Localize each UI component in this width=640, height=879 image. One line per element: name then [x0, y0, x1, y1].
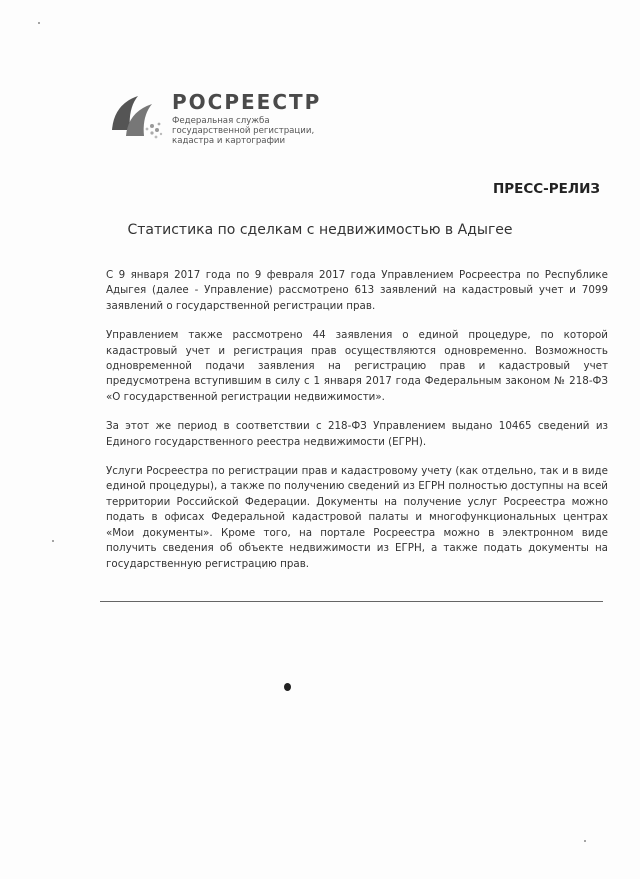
logo-subtitle: [172, 116, 362, 146]
ink-spot: [284, 683, 291, 691]
scan-speck: [584, 840, 586, 842]
rosreestr-emblem-icon: [108, 86, 166, 144]
press-release-label: ПРЕСС-РЕЛИЗ: [492, 181, 600, 197]
paragraph: Управлением также рассмотрено 44 заявления о единой процедуре, по которой кадастровый учет и регистрация прав осуществляются одновременно. Возможность одновременной подачи заявления на регистрацию прав и кадастровый учет предусмотрена вступившим в силу с 1 января 2017 года Федеральным законом № 218-ФЗ «О государственной регистрации недвижимости».: [106, 329, 608, 403]
scan-speck: [52, 540, 54, 542]
paragraph: За этот же период в соответствии с 218-ФЗ Управлением выдано 10465 сведений из Единого государственного реестра недвижимости (ЕГРН).: [106, 420, 608, 448]
document-body: [106, 268, 608, 586]
paragraph: Услуги Росреестра по регистрации прав и кадастровому учету (как отдельно, так и в виде единой процедуры), а также по получению сведений из ЕГРН полностью доступны на всей территории Российской Федерации. Документы на получение услуг Росреестра можно подать в офисах Федеральной кадастровой палаты и многофункциональных центрах «Мои документы». Кроме того, на портале Росреестра можно в электронном виде получить сведения об объекте недвижимости из ЕГРН, а также подать документы на государственную регистрацию прав.: [106, 465, 608, 570]
logo-subtitle-line: кадастра и картографии: [172, 136, 286, 146]
logo-subtitle-line: государственной регистрации,: [172, 126, 315, 136]
paragraph: С 9 января 2017 года по 9 февраля 2017 года Управлением Росреестра по Республике Адыгея (далее - Управление) рассмотрено 613 заявлений на кадастровый учет и 7099 заявлений о государственной регистрации прав.: [106, 269, 608, 312]
scan-speck: [38, 22, 40, 24]
divider-line: [100, 601, 603, 602]
logo-title: РОСРЕЕСТР: [172, 90, 322, 114]
logo-subtitle-line: Федеральная служба: [172, 116, 270, 126]
document-title: Статистика по сделкам с недвижимостью в Адыгее: [127, 222, 513, 238]
rosreestr-logo: [108, 84, 358, 154]
